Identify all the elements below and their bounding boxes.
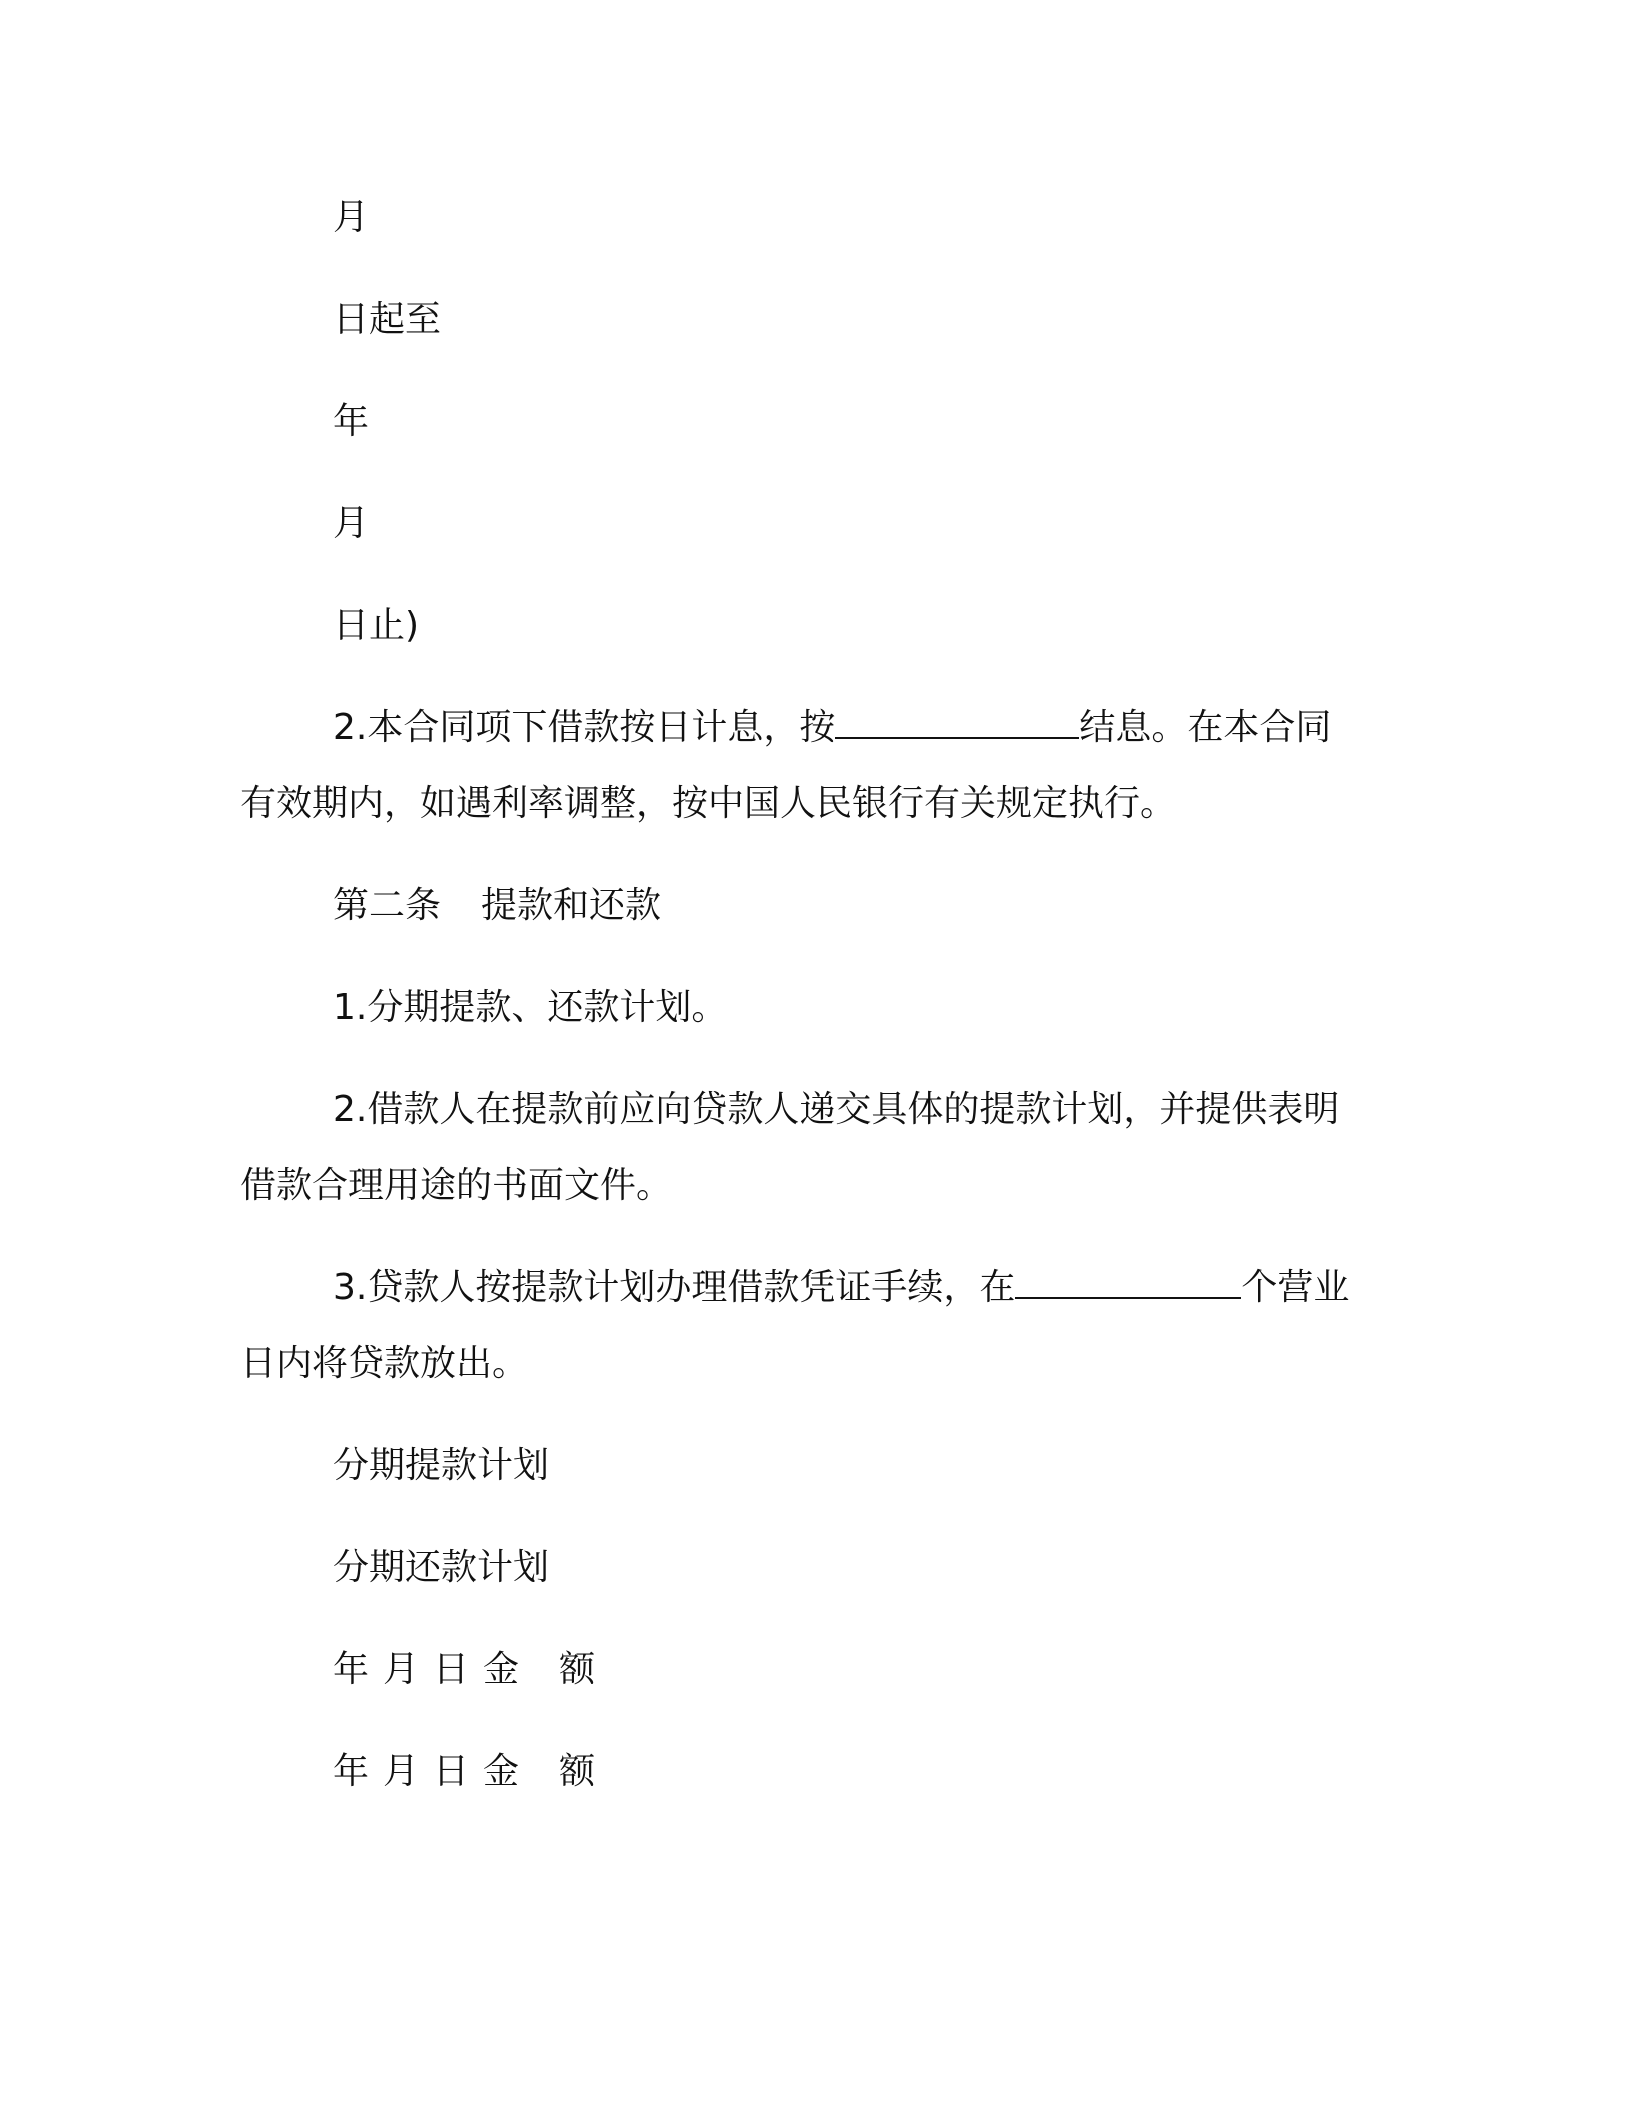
item-2-line1: 2.借款人在提款前应向贷款人递交具体的提款计划，并提供表明: [333, 1089, 1340, 1130]
row-month: 月: [383, 1649, 420, 1690]
item-1: 1.分期提款、还款计划。: [333, 987, 728, 1028]
text-day-end: 日止): [333, 605, 420, 646]
plan-repay-heading: 分期还款计划: [333, 1547, 550, 1588]
interest-blank: [835, 707, 1079, 739]
row-gold: 金: [483, 1751, 520, 1792]
row-day: 日: [433, 1751, 470, 1792]
row-amount: 额: [559, 1649, 596, 1690]
item-3-text-pre: 3.贷款人按提款计划办理借款凭证手续，在: [333, 1267, 1016, 1308]
item-2-line2: 借款合理用途的书面文件。: [240, 1165, 673, 1206]
interest-text-pre: 2.本合同项下借款按日计息，按: [333, 707, 836, 748]
row-amount: 额: [559, 1751, 596, 1792]
row-year: 年: [333, 1649, 370, 1690]
row-gold: 金: [483, 1649, 520, 1690]
row-year: 年: [333, 1751, 370, 1792]
row-month: 月: [383, 1751, 420, 1792]
article-number: 第二条: [333, 885, 442, 926]
text-month-2: 月: [333, 503, 370, 544]
item-3-text-post: 个营业: [1241, 1267, 1350, 1308]
text-year: 年: [333, 401, 370, 442]
article-title: 提款和还款: [481, 885, 662, 926]
interest-text-post: 结息。在本合同: [1079, 707, 1332, 748]
plan-row-2: [333, 1750, 609, 1794]
text-month-1: 月: [333, 197, 370, 238]
paragraph-interest-line1: [333, 706, 1331, 750]
article-heading: [333, 884, 661, 928]
paragraph-interest-line2: 有效期内，如遇利率调整，按中国人民银行有关规定执行。: [240, 783, 1177, 824]
text-day-start: 日起至: [333, 299, 442, 340]
plan-draw-heading: 分期提款计划: [333, 1445, 550, 1486]
plan-row-1: [333, 1648, 609, 1692]
row-day: 日: [433, 1649, 470, 1690]
item-3-line1: [333, 1266, 1349, 1310]
business-days-blank: [1015, 1267, 1241, 1299]
item-3-line2: 日内将贷款放出。: [240, 1343, 529, 1384]
